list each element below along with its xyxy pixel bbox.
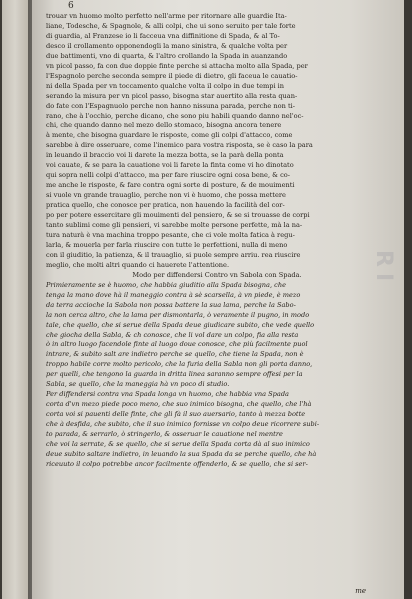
text-line: in leuando il braccio voi li darete la mezza botta, se la parà della ponta <box>46 151 284 160</box>
italic-line: Per diffendersi contra vna Spada longa vn huomo, che habbia vna Spada <box>46 390 289 399</box>
text-line: po per potere essercitare gli mouimenti del pensiero, & se si trouasse de corpi <box>46 211 310 220</box>
binding-tape <box>2 0 28 599</box>
italic-line: Sabla, se quello, che la maneggia hà vn poco di studio. <box>46 380 230 389</box>
italic-line: corta d'vn mezo piede poco meno, che suo inimico bisogna, che quello, che l'hà <box>46 400 312 409</box>
italic-line: la non cerca altro, che la lama per dismontarla, ò veramente il pugno, in modo <box>46 310 310 319</box>
text-line: meglio, che molti altri quando ci hauerete l'attentione. <box>46 260 230 269</box>
italic-line: Primieramente se è huomo, che habbia giuditio alla Spada bisogna, che <box>46 280 286 289</box>
text-line: qui sopra nelli colpi d'attacco, ma per fare riuscire ogni cosa bene, & co- <box>46 171 290 180</box>
italic-line: deue subito saltare indietro, in leuando la sua Spada da se perche quello, che hà <box>46 449 317 458</box>
text-line: si vuole vn grande trauaglio, perche non vi è huomo, che possa mettere <box>46 191 286 200</box>
text-line: l'Espagnolo perche seconda sempre il piede di dietro, gli faceua le cauatio- <box>46 71 298 80</box>
text-line: tanto sublimi come gli pensieri, vi sarebbe molte persone perfette, mà la na- <box>46 221 303 230</box>
italic-line: riceuuto il colpo potrebbe ancor facilmente offenderlo, & se quello, che si ser- <box>46 459 308 468</box>
section-heading: Modo per diffendersi Contro vn Sabola con Spada. <box>132 270 302 279</box>
italic-line: to parada, & serrarlo, ò stringerlo, & osseruar le cauatione nel mentre <box>46 430 283 439</box>
watermark: RI <box>371 250 396 288</box>
italic-line: intrare, & subito salt are indietro perche se quello, che tiene la Spada, non è <box>46 350 304 359</box>
text-line: di guardia, al Franzese io li facceua vna diffinitione di Spada, & al To- <box>46 31 280 40</box>
text-line: liane, Todesche, & Spagnole, & alli colpi, che ui sono seruito per tale forte <box>46 21 296 30</box>
page-text <box>46 12 388 470</box>
text-line: tura naturà è vna machina troppo pesante, che ci vole molta fatica à regu- <box>46 230 295 239</box>
text-line: à mente, che bisogna guardare le risposte, come gli colpi d'attacco, come <box>46 131 293 140</box>
text-line: do fate con l'Espagnuolo perche non hanno nissuna parada, perche non ti- <box>46 101 295 110</box>
text-line: ni della Spada per vn toccamento qualche volta il colpo in due tempi in <box>46 81 285 90</box>
page-number: 6 <box>68 1 74 11</box>
right-background <box>404 0 412 599</box>
text-line: chi, che quando danno nel mezo dello stomaco, bisogna ancora tenere <box>46 121 282 130</box>
italic-line: troppo habile corre molto pericolo, che la furia della Sabla non gli porta danno, <box>46 360 313 369</box>
text-line: vn picol passo, fa con due doppie finte perche si attacha molto alla Spada, per <box>46 61 308 70</box>
italic-line: da terra accioche la Sabola non possa battere la sua lama, perche la Sabo- <box>46 300 296 309</box>
text-line: sarebbe à dire osseruare, come l'inemico para vostra risposta, se è caso la para <box>46 141 313 150</box>
text-line: larla, & mouerla per farla riuscire con tutte le perfettioni, nulla di meno <box>46 240 288 249</box>
text-line: pratica quello, che conosce per pratica, non hauendo la facilità del cor- <box>46 201 285 210</box>
text-line: con il giuditio, la patienza, & il trauaglio, si puole sempre arriu. rea riuscire <box>46 250 301 259</box>
text-line: serando la misura per vn picol passo, bisogna star auertito alla resta quan- <box>46 91 298 100</box>
catchword: me <box>355 587 366 595</box>
italic-line: che à desfida, che subito, che il suo inimico fornisse vn colpo deue ricorrere subi- <box>46 420 320 429</box>
text-line: rano, che à l'occhio, perche dicano, che sono piu habili quando danno nel'oc- <box>46 111 304 120</box>
text-line: desco il crollamento opponendogli la mano sinistra, & qualche volta per <box>46 41 288 50</box>
text-line: due battimenti, vno di quarta, & l'altro crollando la Spada in auanzando <box>46 51 288 60</box>
book-page <box>32 0 406 599</box>
text-line: trouar vn huomo molto perfetto nell'arme per ritornare alle guardie Ita- <box>46 12 287 20</box>
italic-line: tale, che quello, che si serue della Spada deue giudicare subito, che vede quello <box>46 320 315 329</box>
italic-line: tenga la mano dove hà il maneggio contra à sè scarsella, à vn piede, è mezo <box>46 290 301 299</box>
italic-line: per quelli, che tengono la guarda in dritta linea saranno sempre offesi per la <box>46 370 303 379</box>
text-line: me anche le risposte, & fare contra ogni sorte di posture, & de mouimenti <box>46 181 295 190</box>
italic-line: che voi la serrate, & se quello, che si serue della Spada corta dà al suo inimico <box>46 439 310 448</box>
italic-line: che giocha della Sabla, & ch conosce, che li vol dare un colpo, fia alla resta <box>46 330 299 339</box>
italic-line: corta voi si pauenti delle finte, che gli fà il suo auersario, tanto à mezza botte <box>46 410 306 419</box>
italic-line: ò in altro luogo facendole finte al luogo doue conosce, che più facilmente puol <box>46 340 308 349</box>
text-line: voi cauate, & se para la cauatione voi li farete la finta come vi ho dinotato <box>46 161 294 170</box>
